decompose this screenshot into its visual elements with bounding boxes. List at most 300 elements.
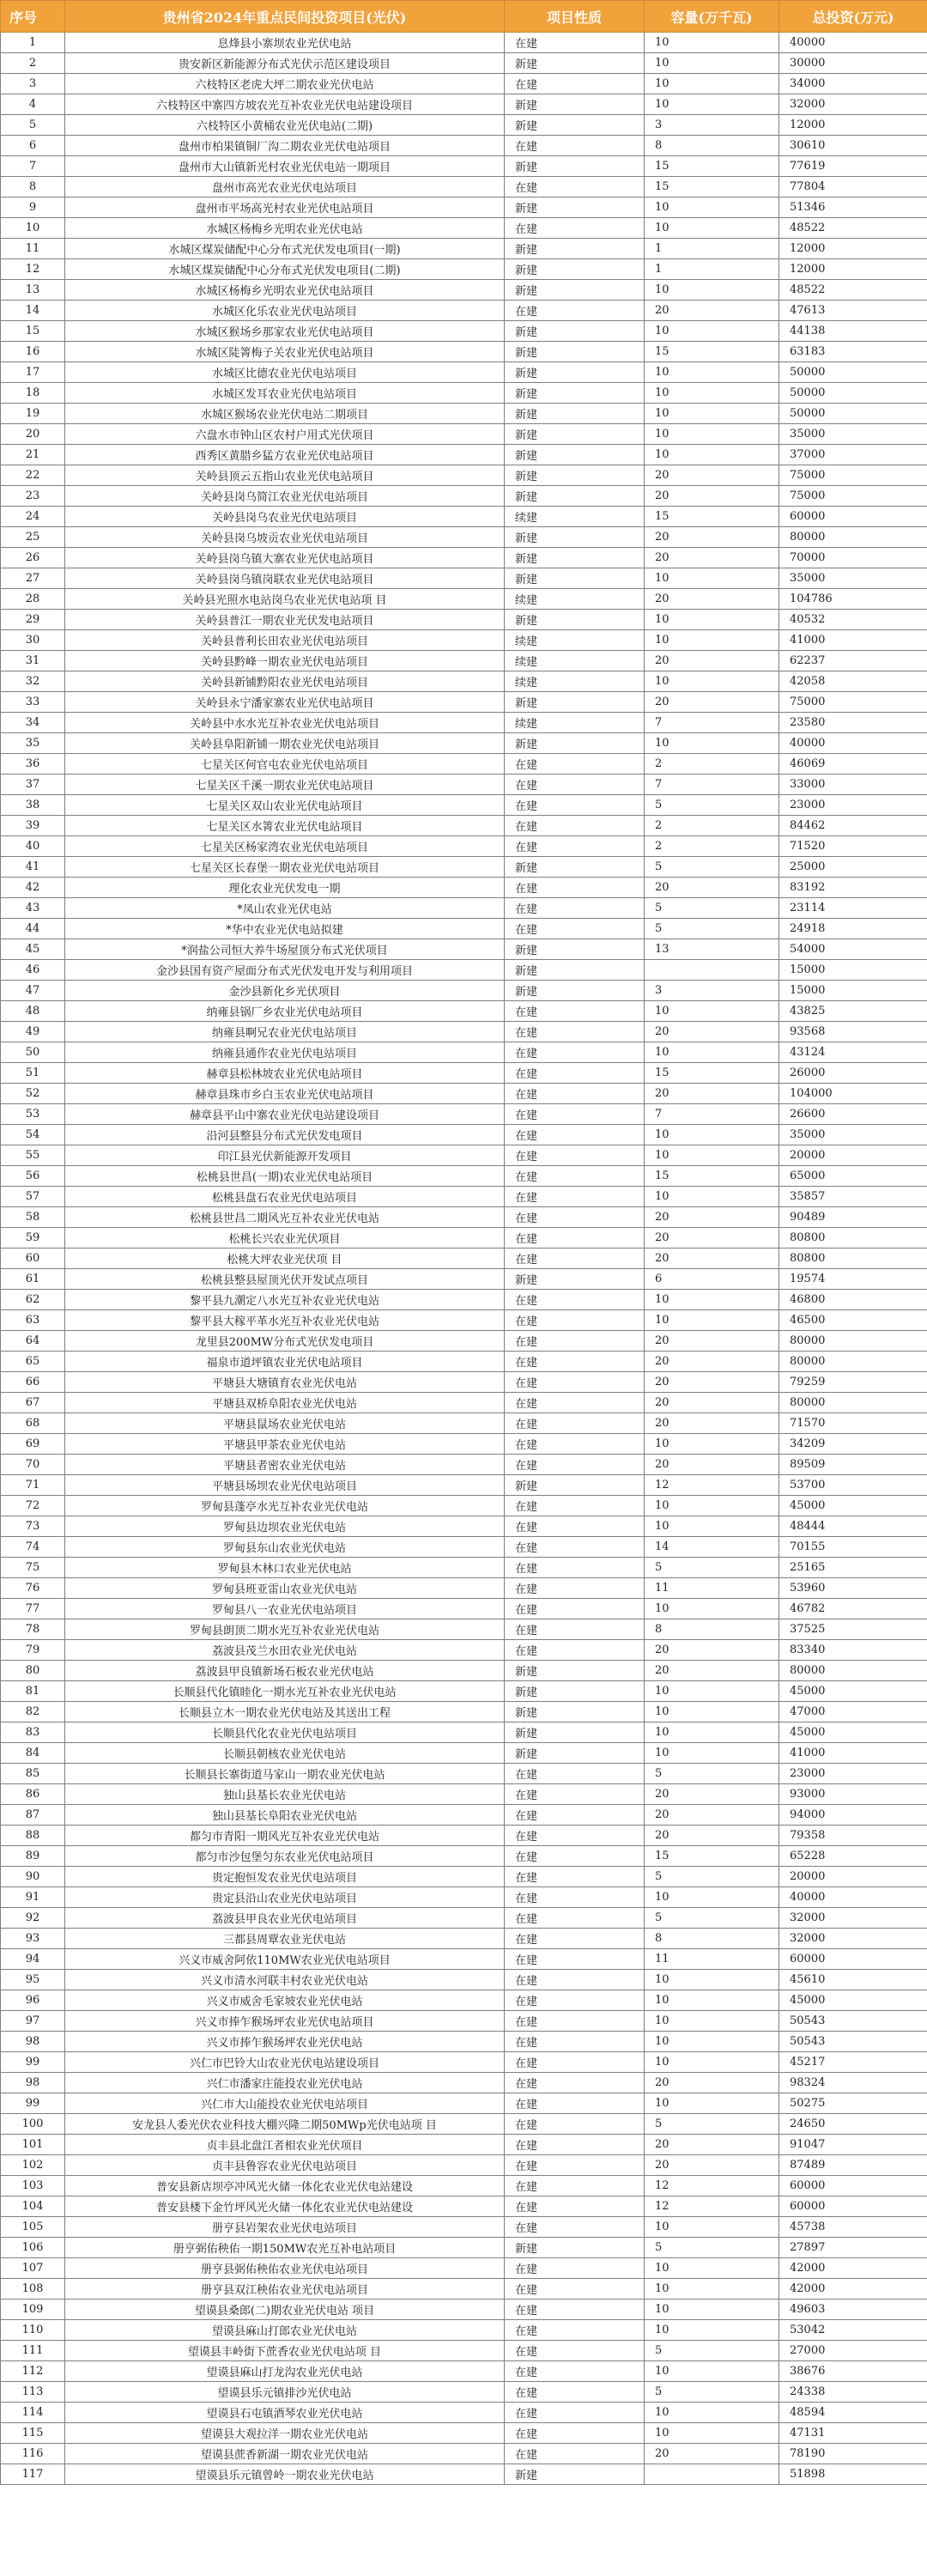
project-name: 盘州市平场高光村农业光伏电站项目 bbox=[65, 197, 505, 218]
capacity-value: 1 bbox=[645, 239, 779, 259]
project-status: 新建 bbox=[505, 362, 645, 383]
row-number: 37 bbox=[1, 775, 65, 795]
table-row bbox=[1, 630, 927, 651]
project-status: 在建 bbox=[505, 816, 645, 836]
table-row bbox=[1, 1578, 927, 1599]
capacity-value: 10 bbox=[645, 53, 779, 74]
row-number: 39 bbox=[1, 816, 65, 836]
investment-value: 90489 bbox=[779, 1207, 927, 1228]
capacity-value: 20 bbox=[645, 1661, 779, 1681]
project-status: 在建 bbox=[505, 2052, 645, 2073]
row-number: 64 bbox=[1, 1331, 65, 1352]
project-name: 关岭县中水水光互补农业光伏电站项目 bbox=[65, 713, 505, 733]
investment-value: 65000 bbox=[779, 1166, 927, 1187]
row-number: 100 bbox=[1, 2114, 65, 2135]
table-row bbox=[1, 1537, 927, 1558]
row-number: 106 bbox=[1, 2238, 65, 2258]
investment-value: 94000 bbox=[779, 1805, 927, 1826]
table-row bbox=[1, 280, 927, 301]
project-name: 关岭县普利长田农业光伏电站项目 bbox=[65, 630, 505, 651]
row-number: 47 bbox=[1, 981, 65, 1001]
capacity-value: 10 bbox=[645, 1310, 779, 1331]
table-row bbox=[1, 795, 927, 816]
investment-value: 80000 bbox=[779, 1352, 927, 1372]
project-name: 罗甸县东山农业光伏电站 bbox=[65, 1537, 505, 1558]
table-row bbox=[1, 981, 927, 1001]
row-number: 2 bbox=[1, 53, 65, 74]
table-row bbox=[1, 1269, 927, 1290]
project-status: 新建 bbox=[505, 321, 645, 342]
investment-value: 35857 bbox=[779, 1187, 927, 1207]
project-status: 新建 bbox=[505, 548, 645, 568]
row-number: 104 bbox=[1, 2196, 65, 2217]
capacity-value: 10 bbox=[645, 1743, 779, 1764]
project-name: 望谟县乐元镇排沙光伏电站 bbox=[65, 2382, 505, 2403]
project-status: 在建 bbox=[505, 218, 645, 239]
investment-value: 93568 bbox=[779, 1022, 927, 1042]
table-row bbox=[1, 1558, 927, 1578]
investment-value: 80800 bbox=[779, 1249, 927, 1269]
row-number: 29 bbox=[1, 610, 65, 630]
row-number: 86 bbox=[1, 1784, 65, 1805]
table-row bbox=[1, 651, 927, 671]
row-number: 103 bbox=[1, 2176, 65, 2196]
investment-value: 45610 bbox=[779, 1970, 927, 1990]
table-row bbox=[1, 197, 927, 218]
investment-value: 25000 bbox=[779, 857, 927, 878]
investment-value: 37525 bbox=[779, 1619, 927, 1640]
table-row bbox=[1, 1145, 927, 1166]
capacity-value: 10 bbox=[645, 1970, 779, 1990]
project-status: 在建 bbox=[505, 1331, 645, 1352]
row-number: 25 bbox=[1, 527, 65, 548]
project-status: 在建 bbox=[505, 1599, 645, 1619]
table-row bbox=[1, 1702, 927, 1722]
capacity-value: 20 bbox=[645, 1084, 779, 1104]
capacity-value: 10 bbox=[645, 445, 779, 465]
project-status: 新建 bbox=[505, 2238, 645, 2258]
capacity-value: 15 bbox=[645, 1166, 779, 1187]
table-row bbox=[1, 2011, 927, 2032]
row-number: 63 bbox=[1, 1310, 65, 1331]
row-number: 69 bbox=[1, 1434, 65, 1455]
project-status: 在建 bbox=[505, 2135, 645, 2155]
project-status: 新建 bbox=[505, 115, 645, 136]
table-row bbox=[1, 2052, 927, 2073]
project-name: 望谟县大观拉洋一期农业光伏电站 bbox=[65, 2423, 505, 2444]
investment-value: 93000 bbox=[779, 1784, 927, 1805]
investment-value: 60000 bbox=[779, 1949, 927, 1970]
project-name: 安龙县人委光伏农业科技大棚兴隆二期50MWp光伏电站项 目 bbox=[65, 2114, 505, 2135]
row-number: 57 bbox=[1, 1187, 65, 1207]
investment-value: 15000 bbox=[779, 981, 927, 1001]
row-number: 10 bbox=[1, 218, 65, 239]
investment-value: 80000 bbox=[779, 1331, 927, 1352]
project-status: 新建 bbox=[505, 527, 645, 548]
table-row bbox=[1, 1805, 927, 1826]
capacity-value: 20 bbox=[645, 1331, 779, 1352]
header-no: 序号 bbox=[1, 1, 65, 33]
project-name: 盘州市柏果镇铜厂沟二期农业光伏电站项目 bbox=[65, 136, 505, 156]
row-number: 101 bbox=[1, 2135, 65, 2155]
row-number: 12 bbox=[1, 259, 65, 280]
project-status: 在建 bbox=[505, 177, 645, 197]
project-name: 罗甸县边坝农业光伏电站 bbox=[65, 1516, 505, 1537]
project-status: 新建 bbox=[505, 465, 645, 486]
capacity-value: 2 bbox=[645, 816, 779, 836]
table-row bbox=[1, 1640, 927, 1661]
project-status: 在建 bbox=[505, 1352, 645, 1372]
investment-value: 26000 bbox=[779, 1063, 927, 1084]
capacity-value: 2 bbox=[645, 836, 779, 857]
project-status: 续建 bbox=[505, 630, 645, 651]
investment-value: 46069 bbox=[779, 754, 927, 775]
table-row bbox=[1, 2155, 927, 2176]
table-row bbox=[1, 1434, 927, 1455]
project-status: 在建 bbox=[505, 878, 645, 898]
row-number: 15 bbox=[1, 321, 65, 342]
project-status: 续建 bbox=[505, 713, 645, 733]
investment-value: 42000 bbox=[779, 2258, 927, 2279]
table-row bbox=[1, 816, 927, 836]
capacity-value: 10 bbox=[645, 383, 779, 404]
capacity-value: 10 bbox=[645, 33, 779, 53]
project-status: 在建 bbox=[505, 2114, 645, 2135]
row-number: 55 bbox=[1, 1145, 65, 1166]
investment-value: 54000 bbox=[779, 939, 927, 960]
table-row bbox=[1, 1661, 927, 1681]
project-status: 在建 bbox=[505, 1372, 645, 1393]
capacity-value: 8 bbox=[645, 1929, 779, 1949]
capacity-value: 10 bbox=[645, 94, 779, 115]
investment-value: 45000 bbox=[779, 1990, 927, 2011]
table-row bbox=[1, 383, 927, 404]
project-name: 贵安新区新能源分布式光伏示范区建设项目 bbox=[65, 53, 505, 74]
row-number: 78 bbox=[1, 1619, 65, 1640]
row-number: 72 bbox=[1, 1496, 65, 1516]
capacity-value bbox=[645, 960, 779, 981]
capacity-value: 5 bbox=[645, 1558, 779, 1578]
investment-value: 45000 bbox=[779, 1496, 927, 1516]
row-number: 21 bbox=[1, 445, 65, 465]
row-number: 9 bbox=[1, 197, 65, 218]
capacity-value: 10 bbox=[645, 2403, 779, 2423]
investment-value: 65228 bbox=[779, 1846, 927, 1867]
row-number: 80 bbox=[1, 1661, 65, 1681]
project-status: 在建 bbox=[505, 1826, 645, 1846]
investment-value: 84462 bbox=[779, 816, 927, 836]
table-row bbox=[1, 692, 927, 713]
table-row bbox=[1, 301, 927, 321]
investment-value: 80800 bbox=[779, 1228, 927, 1249]
table-row bbox=[1, 2423, 927, 2444]
row-number: 117 bbox=[1, 2464, 65, 2485]
table-row bbox=[1, 2073, 927, 2093]
table-row bbox=[1, 259, 927, 280]
project-status: 续建 bbox=[505, 671, 645, 692]
row-number: 61 bbox=[1, 1269, 65, 1290]
capacity-value: 11 bbox=[645, 1578, 779, 1599]
capacity-value: 10 bbox=[645, 2011, 779, 2032]
table-row bbox=[1, 2464, 927, 2485]
project-status: 在建 bbox=[505, 2300, 645, 2320]
capacity-value: 7 bbox=[645, 713, 779, 733]
investment-value: 27000 bbox=[779, 2341, 927, 2361]
table-row bbox=[1, 1784, 927, 1805]
project-name: 龙里县200MW分布式光伏发电项目 bbox=[65, 1331, 505, 1352]
investment-value: 40000 bbox=[779, 33, 927, 53]
project-name: 七星关区何官屯农业光伏电站项目 bbox=[65, 754, 505, 775]
table-row bbox=[1, 713, 927, 733]
row-number: 79 bbox=[1, 1640, 65, 1661]
capacity-value: 20 bbox=[645, 1455, 779, 1475]
investment-value: 24918 bbox=[779, 919, 927, 939]
project-status: 新建 bbox=[505, 1475, 645, 1496]
project-status: 在建 bbox=[505, 2279, 645, 2300]
project-status: 新建 bbox=[505, 857, 645, 878]
row-number: 85 bbox=[1, 1764, 65, 1784]
capacity-value: 10 bbox=[645, 218, 779, 239]
project-name: 关岭县岗乌农业光伏电站项目 bbox=[65, 507, 505, 527]
investment-value: 98324 bbox=[779, 2073, 927, 2093]
investment-value: 41000 bbox=[779, 1743, 927, 1764]
capacity-value: 10 bbox=[645, 1681, 779, 1702]
row-number: 52 bbox=[1, 1084, 65, 1104]
investment-value: 47613 bbox=[779, 301, 927, 321]
capacity-value: 10 bbox=[645, 2300, 779, 2320]
project-name: 赫章县珠市乡白玉农业光伏电站项目 bbox=[65, 1084, 505, 1104]
capacity-value: 15 bbox=[645, 156, 779, 177]
row-number: 89 bbox=[1, 1846, 65, 1867]
table-row bbox=[1, 1084, 927, 1104]
capacity-value: 2 bbox=[645, 754, 779, 775]
capacity-value bbox=[645, 2464, 779, 2485]
capacity-value: 5 bbox=[645, 1908, 779, 1929]
project-name: 兴仁市大山能投农业光伏电站项目 bbox=[65, 2093, 505, 2114]
capacity-value: 10 bbox=[645, 197, 779, 218]
capacity-value: 10 bbox=[645, 1516, 779, 1537]
project-name: 七星关区双山农业光伏电站项目 bbox=[65, 795, 505, 816]
project-status: 新建 bbox=[505, 1269, 645, 1290]
row-number: 36 bbox=[1, 754, 65, 775]
table-row bbox=[1, 1372, 927, 1393]
table-row bbox=[1, 136, 927, 156]
row-number: 48 bbox=[1, 1001, 65, 1022]
project-status: 在建 bbox=[505, 1207, 645, 1228]
table-row bbox=[1, 2176, 927, 2196]
row-number: 18 bbox=[1, 383, 65, 404]
table-row bbox=[1, 960, 927, 981]
project-name: *华中农业光伏电站拟建 bbox=[65, 919, 505, 939]
investment-value: 46782 bbox=[779, 1599, 927, 1619]
capacity-value: 6 bbox=[645, 1269, 779, 1290]
project-status: 在建 bbox=[505, 2341, 645, 2361]
capacity-value: 5 bbox=[645, 898, 779, 919]
project-name: 关岭县顶云五指山农业光伏电站项目 bbox=[65, 465, 505, 486]
project-status: 在建 bbox=[505, 2403, 645, 2423]
project-name: 水城区陡箐梅子关农业光伏电站项目 bbox=[65, 342, 505, 362]
investment-value: 35000 bbox=[779, 1125, 927, 1145]
project-status: 在建 bbox=[505, 33, 645, 53]
project-status: 在建 bbox=[505, 1516, 645, 1537]
project-status: 在建 bbox=[505, 1228, 645, 1249]
table-row bbox=[1, 589, 927, 610]
capacity-value: 10 bbox=[645, 2320, 779, 2341]
project-status: 新建 bbox=[505, 939, 645, 960]
table-row bbox=[1, 177, 927, 197]
table-row bbox=[1, 733, 927, 754]
row-number: 7 bbox=[1, 156, 65, 177]
project-status: 新建 bbox=[505, 568, 645, 589]
row-number: 102 bbox=[1, 2155, 65, 2176]
project-status: 新建 bbox=[505, 610, 645, 630]
row-number: 87 bbox=[1, 1805, 65, 1826]
row-number: 70 bbox=[1, 1455, 65, 1475]
capacity-value: 15 bbox=[645, 507, 779, 527]
project-status: 在建 bbox=[505, 795, 645, 816]
row-number: 19 bbox=[1, 404, 65, 424]
capacity-value: 20 bbox=[645, 548, 779, 568]
project-status: 在建 bbox=[505, 836, 645, 857]
row-number: 13 bbox=[1, 280, 65, 301]
row-number: 109 bbox=[1, 2300, 65, 2320]
table-row bbox=[1, 1001, 927, 1022]
capacity-value: 10 bbox=[645, 1290, 779, 1310]
capacity-value: 14 bbox=[645, 1537, 779, 1558]
project-name: 印江县光伏新能源开发项目 bbox=[65, 1145, 505, 1166]
table-row bbox=[1, 1929, 927, 1949]
project-name: 七星关区千溪一期农业光伏电站项目 bbox=[65, 775, 505, 795]
investment-value: 49603 bbox=[779, 2300, 927, 2320]
project-status: 在建 bbox=[505, 2217, 645, 2238]
project-name: 水城区煤炭储配中心分布式光伏发电项目(二期) bbox=[65, 259, 505, 280]
project-status: 在建 bbox=[505, 2073, 645, 2093]
capacity-value: 10 bbox=[645, 2052, 779, 2073]
investment-value: 40000 bbox=[779, 733, 927, 754]
project-name: 六盘水市钟山区农村户用式光伏项目 bbox=[65, 424, 505, 445]
table-row bbox=[1, 2217, 927, 2238]
investment-value: 19574 bbox=[779, 1269, 927, 1290]
investment-value: 104000 bbox=[779, 1084, 927, 1104]
investment-value: 104786 bbox=[779, 589, 927, 610]
project-name: 松桃县世昌二期风光互补农业光伏电站 bbox=[65, 1207, 505, 1228]
capacity-value: 10 bbox=[645, 2361, 779, 2382]
investment-value: 43124 bbox=[779, 1042, 927, 1063]
project-status: 新建 bbox=[505, 2464, 645, 2485]
capacity-value: 20 bbox=[645, 2135, 779, 2155]
project-name: *凤山农业光伏电站 bbox=[65, 898, 505, 919]
project-status: 在建 bbox=[505, 136, 645, 156]
project-status: 在建 bbox=[505, 2093, 645, 2114]
row-number: 108 bbox=[1, 2279, 65, 2300]
capacity-value: 10 bbox=[645, 610, 779, 630]
investment-value: 70000 bbox=[779, 548, 927, 568]
investment-value: 23580 bbox=[779, 713, 927, 733]
project-status: 新建 bbox=[505, 960, 645, 981]
row-number: 44 bbox=[1, 919, 65, 939]
capacity-value: 20 bbox=[645, 2444, 779, 2464]
capacity-value: 20 bbox=[645, 589, 779, 610]
project-name: 水城区煤炭储配中心分布式光伏发电项目(一期) bbox=[65, 239, 505, 259]
project-name: 罗甸县朗顶二期水光互补农业光伏电站 bbox=[65, 1619, 505, 1640]
project-name: 荔波县甲良镇新场石板农业光伏电站 bbox=[65, 1661, 505, 1681]
project-name: 纳雍县通作农业光伏电站项目 bbox=[65, 1042, 505, 1063]
table-row bbox=[1, 239, 927, 259]
row-number: 1 bbox=[1, 33, 65, 53]
investment-value: 45738 bbox=[779, 2217, 927, 2238]
project-name: *润盐公司恒大养牛场屋顶分布式光伏项目 bbox=[65, 939, 505, 960]
project-status: 在建 bbox=[505, 1784, 645, 1805]
investment-value: 87489 bbox=[779, 2155, 927, 2176]
project-name: 都匀市青阳一期风光互补农业光伏电站 bbox=[65, 1826, 505, 1846]
table-row bbox=[1, 2114, 927, 2135]
investment-value: 46500 bbox=[779, 1310, 927, 1331]
investment-value: 60000 bbox=[779, 507, 927, 527]
header-project-name: 贵州省2024年重点民间投资项目(光伏) bbox=[65, 1, 505, 33]
row-number: 4 bbox=[1, 94, 65, 115]
row-number: 59 bbox=[1, 1228, 65, 1249]
project-status: 新建 bbox=[505, 1681, 645, 1702]
investment-value: 34000 bbox=[779, 74, 927, 94]
row-number: 98 bbox=[1, 2073, 65, 2093]
investment-value: 32000 bbox=[779, 1929, 927, 1949]
row-number: 11 bbox=[1, 239, 65, 259]
table-body bbox=[1, 33, 927, 2485]
capacity-value: 20 bbox=[645, 301, 779, 321]
table-row bbox=[1, 156, 927, 177]
investment-value: 48522 bbox=[779, 218, 927, 239]
table-row bbox=[1, 1619, 927, 1640]
capacity-value: 10 bbox=[645, 1722, 779, 1743]
project-name: 册亨弼佑秧佑一期150MW农光互补电站项目 bbox=[65, 2238, 505, 2258]
table-row bbox=[1, 1722, 927, 1743]
table-row bbox=[1, 404, 927, 424]
investment-value: 20000 bbox=[779, 1145, 927, 1166]
investment-value: 60000 bbox=[779, 2196, 927, 2217]
project-name: 关岭县岗乌镇岗联农业光伏电站项目 bbox=[65, 568, 505, 589]
table-row bbox=[1, 2361, 927, 2382]
row-number: 110 bbox=[1, 2320, 65, 2341]
row-number: 115 bbox=[1, 2423, 65, 2444]
project-status: 新建 bbox=[505, 259, 645, 280]
investment-value: 45000 bbox=[779, 1722, 927, 1743]
project-status: 新建 bbox=[505, 239, 645, 259]
capacity-value: 20 bbox=[645, 1784, 779, 1805]
investment-value: 42000 bbox=[779, 2279, 927, 2300]
row-number: 34 bbox=[1, 713, 65, 733]
table-row bbox=[1, 2093, 927, 2114]
row-number: 105 bbox=[1, 2217, 65, 2238]
table-row bbox=[1, 1063, 927, 1084]
investment-value: 30000 bbox=[779, 53, 927, 74]
table-row bbox=[1, 898, 927, 919]
investment-value: 63183 bbox=[779, 342, 927, 362]
table-row bbox=[1, 2238, 927, 2258]
project-name: 沿河县整县分布式光伏发电项目 bbox=[65, 1125, 505, 1145]
capacity-value: 5 bbox=[645, 919, 779, 939]
project-status: 在建 bbox=[505, 2258, 645, 2279]
investment-value: 35000 bbox=[779, 568, 927, 589]
project-name: 兴义市威舍毛家坡农业光伏电站 bbox=[65, 1990, 505, 2011]
project-status: 在建 bbox=[505, 1125, 645, 1145]
row-number: 95 bbox=[1, 1970, 65, 1990]
project-status: 在建 bbox=[505, 1104, 645, 1125]
project-name: 赫章县松林坡农业光伏电站项目 bbox=[65, 1063, 505, 1084]
project-status: 在建 bbox=[505, 1908, 645, 1929]
row-number: 93 bbox=[1, 1929, 65, 1949]
project-name: 七星关区长春堡一期农业光伏电站项目 bbox=[65, 857, 505, 878]
row-number: 32 bbox=[1, 671, 65, 692]
